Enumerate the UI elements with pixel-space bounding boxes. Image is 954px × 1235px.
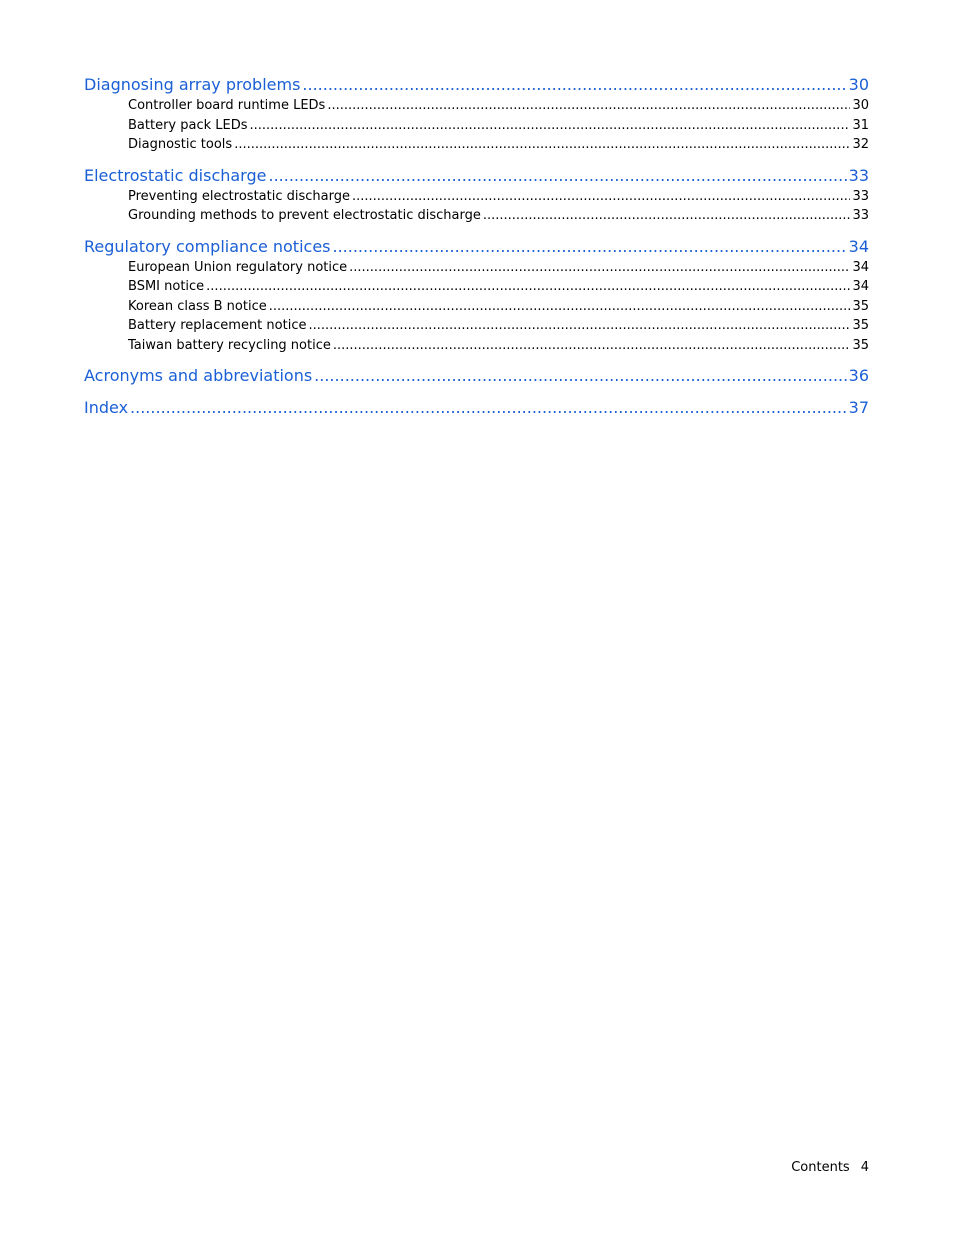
- dot-leader: [250, 116, 851, 136]
- toc-entry-title: Electrostatic discharge: [84, 165, 267, 185]
- toc-section-diagnosing: [84, 74, 869, 155]
- toc-link-acronyms-and-abbreviations[interactable]: [84, 365, 869, 387]
- dot-leader: [130, 397, 847, 419]
- toc-entry-title: European Union regulatory notice: [128, 259, 348, 275]
- toc-entry-page: 36: [848, 366, 869, 385]
- dot-leader: [268, 165, 846, 187]
- toc-link-bsmi-notice[interactable]: [128, 277, 869, 297]
- toc-section-regulatory: [84, 236, 869, 356]
- dot-leader: [308, 316, 850, 336]
- footer-page-number: 4: [860, 1160, 869, 1175]
- toc-entry-title: Battery pack LEDs: [128, 117, 248, 133]
- toc-link-battery-pack-leds[interactable]: [128, 116, 869, 136]
- toc-link-korean-class-b-notice[interactable]: [128, 297, 869, 317]
- dot-leader: [302, 74, 846, 96]
- dot-leader: [327, 96, 850, 116]
- dot-leader: [314, 365, 846, 387]
- toc-entry-title: Acronyms and abbreviations: [84, 366, 313, 385]
- dot-leader: [349, 258, 850, 278]
- dot-leader: [269, 297, 851, 317]
- toc-link-diagnostic-tools[interactable]: [128, 135, 869, 155]
- toc-entry-page: 30: [848, 75, 869, 94]
- toc-link-diagnosing-array-problems[interactable]: [84, 74, 869, 96]
- toc-entry-page: 33: [848, 165, 869, 185]
- dot-leader: [333, 336, 851, 356]
- dot-leader: [206, 277, 850, 297]
- toc-section-acronyms: [84, 365, 869, 387]
- toc-link-preventing-electrostatic-discharge[interactable]: [128, 187, 869, 207]
- toc-entry-page: 33: [852, 188, 869, 204]
- toc-entry-page: 37: [848, 398, 869, 417]
- toc-entry-page: 34: [852, 279, 869, 294]
- toc-entry-title: Taiwan battery recycling notice: [128, 337, 331, 353]
- dot-leader: [483, 206, 851, 226]
- toc-link-taiwan-battery-recycling-notice[interactable]: [128, 336, 869, 356]
- toc-entry-title: Index: [84, 398, 129, 417]
- dot-leader: [234, 135, 850, 155]
- toc-link-grounding-methods[interactable]: [128, 206, 869, 226]
- toc-section-electrostatic: [84, 165, 869, 226]
- toc-entry-page: 31: [852, 117, 869, 133]
- table-of-contents: [84, 74, 869, 429]
- toc-entry-page: 30: [852, 98, 869, 113]
- toc-entry-title: Grounding methods to prevent electrostatic discharge: [128, 208, 481, 223]
- toc-entry-title: Controller board runtime LEDs: [128, 98, 326, 113]
- dot-leader: [352, 187, 850, 207]
- toc-entry-title: Battery replacement notice: [128, 318, 307, 333]
- toc-link-regulatory-compliance-notices[interactable]: [84, 236, 869, 258]
- toc-entry-page: 35: [852, 298, 869, 314]
- toc-entry-page: 33: [852, 208, 869, 223]
- toc-entry-page: 35: [852, 337, 869, 353]
- toc-link-controller-board-runtime-leds[interactable]: [128, 96, 869, 116]
- toc-entry-page: 34: [852, 259, 869, 275]
- toc-entry-title: BSMI notice: [128, 279, 205, 294]
- toc-entry-title: Regulatory compliance notices: [84, 236, 331, 256]
- toc-entry-page: 35: [852, 318, 869, 333]
- toc-entry-page: 34: [848, 236, 869, 256]
- toc-entry-title: Preventing electrostatic discharge: [128, 188, 350, 204]
- toc-entry-title: Korean class B notice: [128, 298, 267, 314]
- toc-entry-title: Diagnostic tools: [128, 137, 233, 152]
- toc-link-battery-replacement-notice[interactable]: [128, 316, 869, 336]
- toc-link-index[interactable]: [84, 397, 869, 419]
- dot-leader: [333, 236, 847, 258]
- toc-link-electrostatic-discharge[interactable]: [84, 165, 869, 187]
- toc-entry-page: 32: [852, 137, 869, 152]
- page-footer: [791, 1159, 869, 1177]
- toc-link-european-union-regulatory-notice[interactable]: [128, 258, 869, 278]
- toc-section-index: [84, 397, 869, 419]
- toc-entry-title: Diagnosing array problems: [84, 75, 301, 94]
- footer-label: Contents: [791, 1160, 850, 1175]
